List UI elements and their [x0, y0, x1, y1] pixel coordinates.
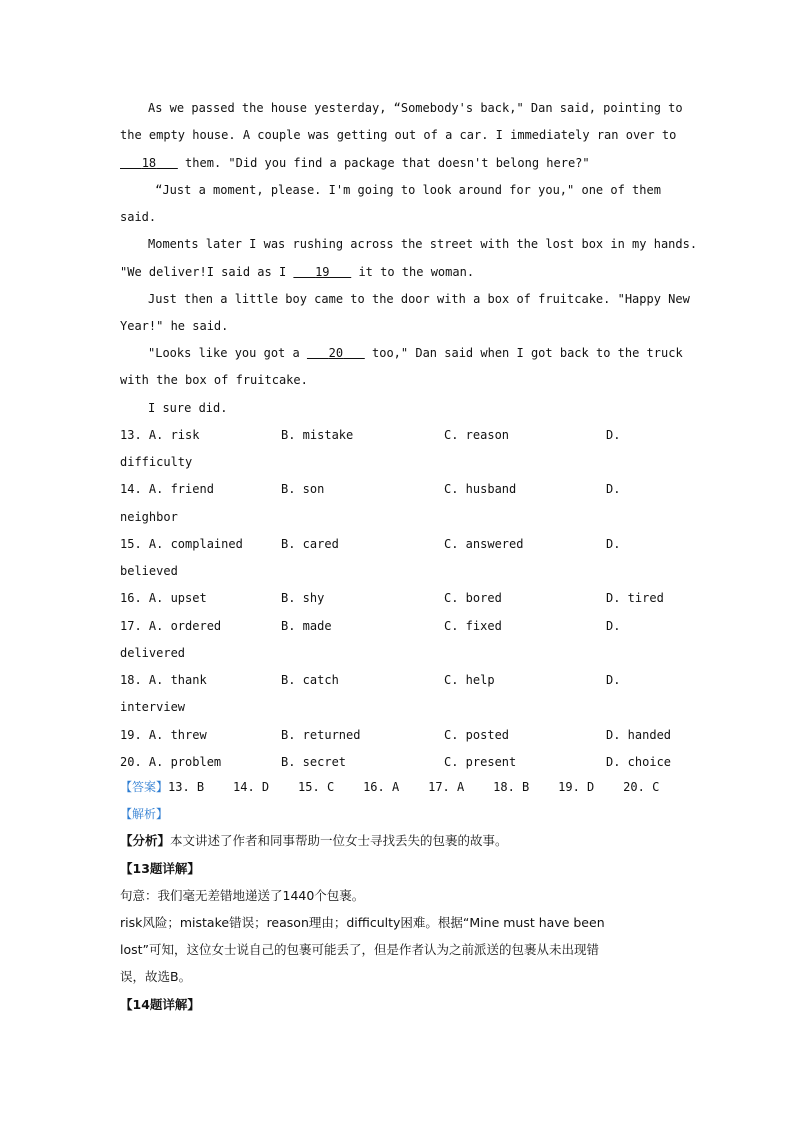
passage-line: As we passed the house yesterday, “Somebody's back," Dan said, pointing to [148, 101, 683, 115]
q13-sentence: 句意：我们毫无差错地递送了1440个包裹。 [120, 888, 365, 903]
answer-label: 【答案】 [120, 780, 169, 794]
q13-heading: 【13题详解】 [120, 861, 200, 876]
option-b: B. catch [281, 673, 339, 687]
option-b: B. secret [281, 755, 347, 769]
passage-line: Year!" he said. [120, 319, 229, 333]
passage-line: the empty house. A couple was getting out of a car. I immediately ran over to [120, 128, 677, 142]
option-a: 16. A. upset [120, 591, 207, 605]
option-c: C. fixed [444, 619, 502, 633]
option-d: D. [606, 619, 621, 633]
summary-label: 【分析】 [120, 833, 171, 848]
passage-line: said. [120, 210, 157, 224]
option-a: 15. A. complained [120, 537, 243, 551]
passage-line: I sure did. [148, 401, 228, 415]
passage-line: 18 them. "Did you find a package that doesn't belong here?" [120, 156, 590, 170]
option-c: C. posted [444, 728, 510, 742]
passage-line: "We deliver!I said as I 19 it to the woman. [120, 265, 475, 279]
blank-18: 18 [141, 156, 157, 170]
option-a: 13. A. risk [120, 428, 200, 442]
option-c: C. husband [444, 482, 517, 496]
option-d-text: neighbor [120, 510, 178, 524]
option-b: B. mistake [281, 428, 354, 442]
option-a: 20. A. problem [120, 755, 222, 769]
option-d: D. [606, 537, 621, 551]
q13-explain-line: lost”可知，这位女士说自己的包裹可能丢了，但是作者认为之前派送的包裹从未出现错 [120, 942, 600, 957]
passage-line: Moments later I was rushing across the street with the lost box in my hands. [148, 237, 698, 251]
option-c: C. bored [444, 591, 502, 605]
option-d-text: delivered [120, 646, 186, 660]
option-a: 17. A. ordered [120, 619, 222, 633]
option-a: 19. A. threw [120, 728, 207, 742]
analysis-label: 【解析】 [120, 807, 169, 821]
option-b: B. shy [281, 591, 325, 605]
option-c: C. reason [444, 428, 510, 442]
option-a: 14. A. friend [120, 482, 214, 496]
option-d-text: difficulty [120, 455, 193, 469]
option-d-text: believed [120, 564, 178, 578]
q13-explain-line: 误，故选B。 [120, 969, 192, 984]
option-d: D. choice [606, 755, 672, 769]
option-d: D. [606, 482, 621, 496]
option-b: B. made [281, 619, 332, 633]
option-d: D. [606, 428, 621, 442]
passage-line: “Just a moment, please. I'm going to look around for you," one of them [148, 183, 661, 197]
q13-explain-line: risk风险；mistake错误；reason理由；difficulty困难。根据“Mine must have been [120, 915, 605, 930]
option-b: B. cared [281, 537, 339, 551]
option-c: C. help [444, 673, 495, 687]
summary-line [120, 834, 508, 848]
option-c: C. answered [444, 537, 524, 551]
option-d: D. [606, 673, 621, 687]
option-d-text: interview [120, 700, 186, 714]
blank-19: 19 [315, 265, 330, 279]
option-d: D. tired [606, 591, 664, 605]
q14-heading: 【14题详解】 [120, 997, 200, 1012]
option-b: B. returned [281, 728, 361, 742]
option-b: B. son [281, 482, 325, 496]
answer-text: 13. B 14. D 15. C 16. A 17. A 18. B 19. D 20. C [168, 780, 660, 794]
option-a: 18. A. thank [120, 673, 207, 687]
passage-line: with the box of fruitcake. [120, 373, 308, 387]
summary-text: 本文讲述了作者和同事帮助一位女士寻找丢失的包裹的故事。 [170, 833, 508, 848]
answer-line [120, 780, 659, 794]
option-d: D. handed [606, 728, 672, 742]
passage-line: Just then a little boy came to the door with a box of fruitcake. "Happy New [148, 292, 690, 306]
option-c: C. present [444, 755, 517, 769]
passage-line: "Looks like you got a 20 too," Dan said when I got back to the truck [148, 346, 683, 360]
blank-20: 20 [328, 346, 344, 360]
